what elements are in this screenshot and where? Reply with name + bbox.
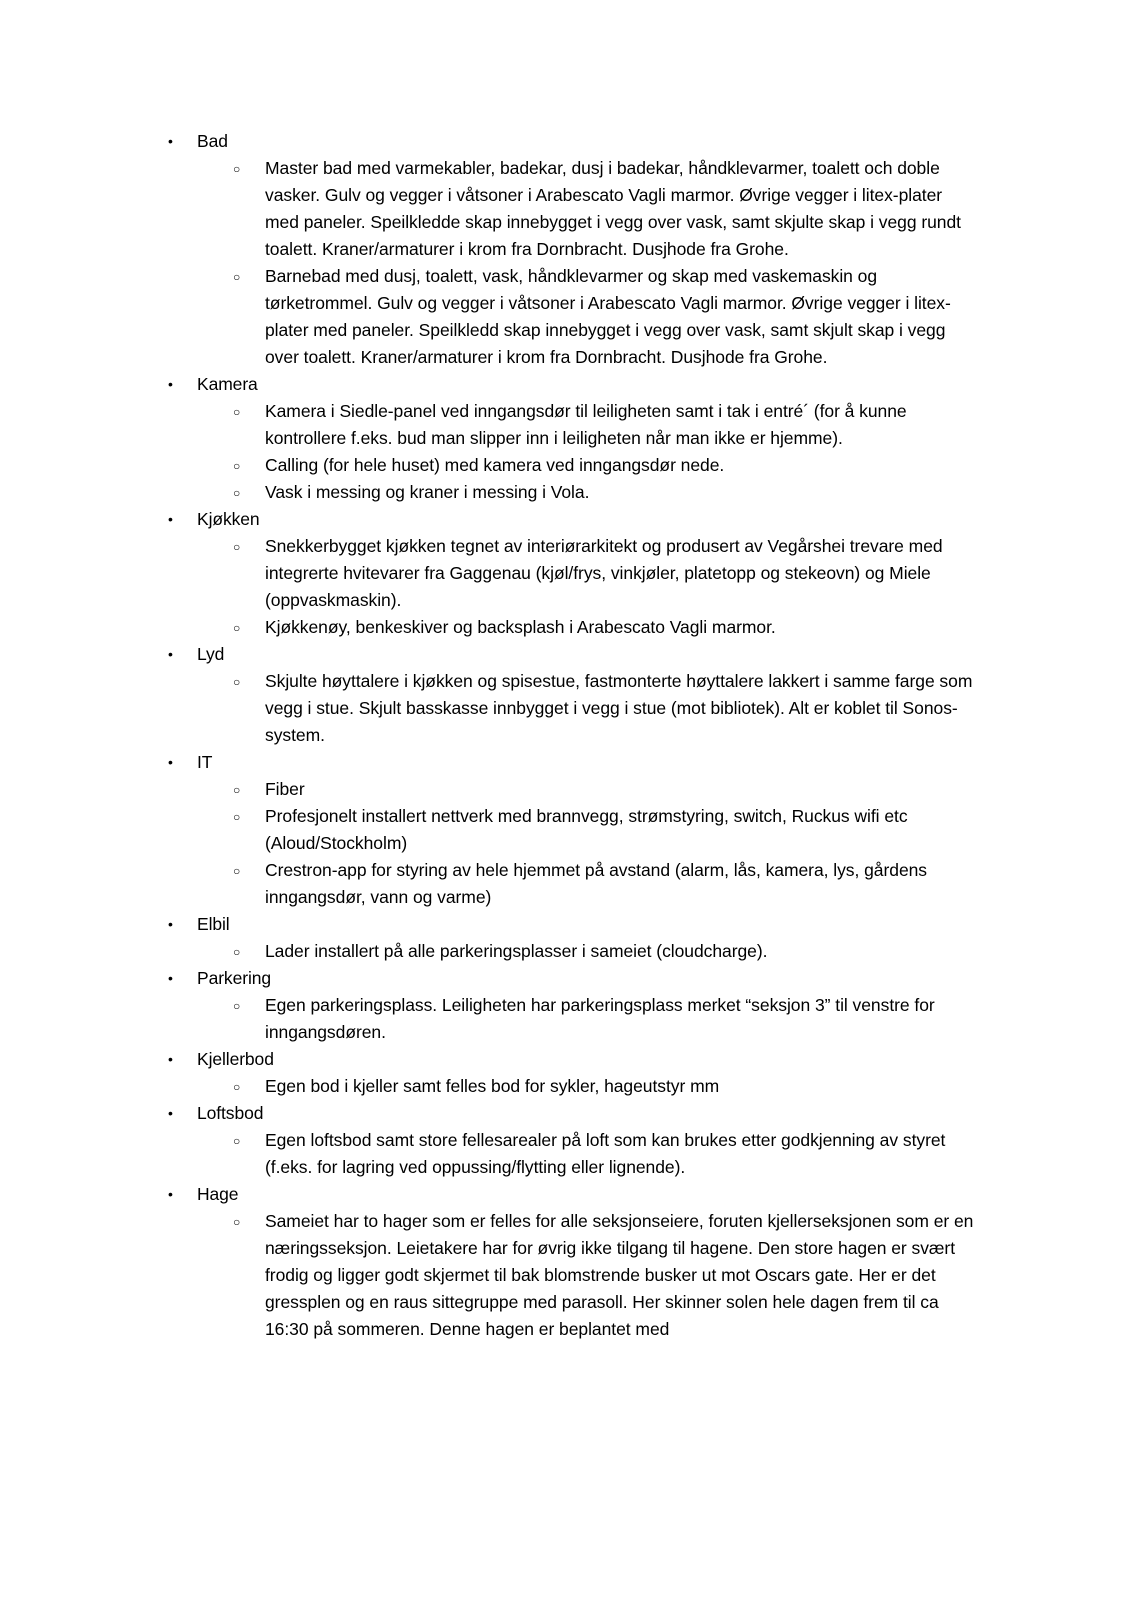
section-heading: • Hage [197,1181,980,1208]
outline-subitem [233,263,980,371]
outline-subitem [233,1127,980,1181]
section-sublist [197,992,980,1046]
section-sublist [197,155,980,371]
section-heading: • Kamera [197,371,980,398]
section-sublist [197,398,980,506]
subitem-text: ○ Calling (for hele huset) med kamera ved inngangsdør nede. [265,455,725,475]
subitem-text: ○ Egen bod i kjeller samt felles bod for sykler, hageutstyr mm [265,1076,720,1096]
outline-subitem [233,398,980,452]
subitem-text: ○ Egen loftsbod samt store fellesarealer på loft som kan brukes etter godkjenning av styret (f.eks. for lagring ved oppussing/flytting eller lignende). [265,1130,946,1177]
section-sublist [197,776,980,911]
outline-section [168,749,980,911]
section-sublist [197,1127,980,1181]
section-sublist [197,1208,980,1343]
outline-section [168,371,980,506]
outline-subitem [233,1208,980,1343]
subitem-text: ○ Kamera i Siedle-panel ved inngangsdør til leiligheten samt i tak i entré´ (for å kunne kontrollere f.eks. bud man slipper inn i leiligheten når man ikke er hjemme). [265,401,907,448]
outline-section [168,641,980,749]
outline-subitem [233,1073,980,1100]
outline-section [168,911,980,965]
section-heading: • Kjøkken [197,506,980,533]
outline-subitem [233,992,980,1046]
subitem-text: ○ Crestron-app for styring av hele hjemmet på avstand (alarm, lås, kamera, lys, gårdens inngangsdør, vann og varme) [265,860,928,907]
document-body [168,128,980,1343]
outline-section [168,1046,980,1100]
subitem-text: ○ Egen parkeringsplass. Leiligheten har parkeringsplass merket “seksjon 3” til venstre for inngangsdøren. [265,995,935,1042]
outline-section [168,1181,980,1343]
outline-subitem [233,155,980,263]
outline-subitem [233,614,980,641]
outline-subitem [233,452,980,479]
section-heading: • Elbil [197,911,980,938]
section-heading: • Kjellerbod [197,1046,980,1073]
subitem-text: ○ Lader installert på alle parkeringsplasser i sameiet (cloudcharge). [265,941,768,961]
section-heading: • Lyd [197,641,980,668]
section-sublist [197,668,980,749]
subitem-text: ○ Snekkerbygget kjøkken tegnet av interiørarkitekt og produsert av Vegårshei trevare med integrerte hvitevarer fra Gaggenau (kjøl/frys, vinkjøler, platetopp og stekeovn) og Miele (oppvaskmaskin). [265,536,943,610]
outline-subitem [233,857,980,911]
subitem-text: ○ Fiber [265,779,305,799]
section-heading: • Parkering [197,965,980,992]
outline-section [168,1100,980,1181]
section-sublist [197,938,980,965]
subitem-text: ○ Master bad med varmekabler, badekar, dusj i badekar, håndklevarmer, toalett och doble vasker. Gulv og vegger i våtsoner i Arabescato Vagli marmor. Øvrige vegger i litex-plater med paneler. Speilkledde skap innebygget i vegg over vask, samt skjulte skap i vegg rundt toalett. Kraner/armaturer i krom fra Dornbracht. Dusjhode fra Grohe. [265,158,961,259]
outline-section [168,128,980,371]
outline-subitem [233,668,980,749]
section-heading: • Loftsbod [197,1100,980,1127]
section-sublist [197,1073,980,1100]
outline-subitem [233,533,980,614]
outline-section [168,965,980,1046]
section-heading: • Bad [197,128,980,155]
outline-list [168,128,980,1343]
subitem-text: ○ Vask i messing og kraner i messing i Vola. [265,482,590,502]
outline-subitem [233,479,980,506]
outline-subitem [233,776,980,803]
outline-section [168,506,980,641]
outline-subitem [233,938,980,965]
subitem-text: ○ Barnebad med dusj, toalett, vask, håndklevarmer og skap med vaskemaskin og tørketrommel. Gulv og vegger i våtsoner i Arabescato Vagli marmor. Øvrige vegger i litex-plater med paneler. Speilkledd skap innebygget i vegg over vask, samt skjult skap i vegg over toalett. Kraner/armaturer i krom fra Dornbracht. Dusjhode fra Grohe. [265,266,951,367]
subitem-text: ○ Profesjonelt installert nettverk med brannvegg, strømstyring, switch, Ruckus wifi etc (Aloud/Stockholm) [265,806,908,853]
section-sublist [197,533,980,641]
outline-subitem [233,803,980,857]
section-heading: • IT [197,749,980,776]
subitem-text: ○ Skjulte høyttalere i kjøkken og spisestue, fastmonterte høyttalere lakkert i samme farge som vegg i stue. Skjult basskasse innbygget i vegg i stue (mot bibliotek). Alt er koblet til Sonos-system. [265,671,973,745]
subitem-text: ○ Kjøkkenøy, benkeskiver og backsplash i Arabescato Vagli marmor. [265,617,776,637]
subitem-text: ○ Sameiet har to hager som er felles for alle seksjonseiere, foruten kjellerseksjonen som er en næringsseksjon. Leietakere har for øvrig ikke tilgang til hagene. Den store hagen er svært frodig og ligger godt skjermet til bak blomstrende busker ut mot Oscars gate. Her er det gressplen og en raus sittegruppe med parasoll. Her skinner solen hele dagen frem til ca 16:30 på sommeren. Denne hagen er beplantet med [265,1211,974,1339]
